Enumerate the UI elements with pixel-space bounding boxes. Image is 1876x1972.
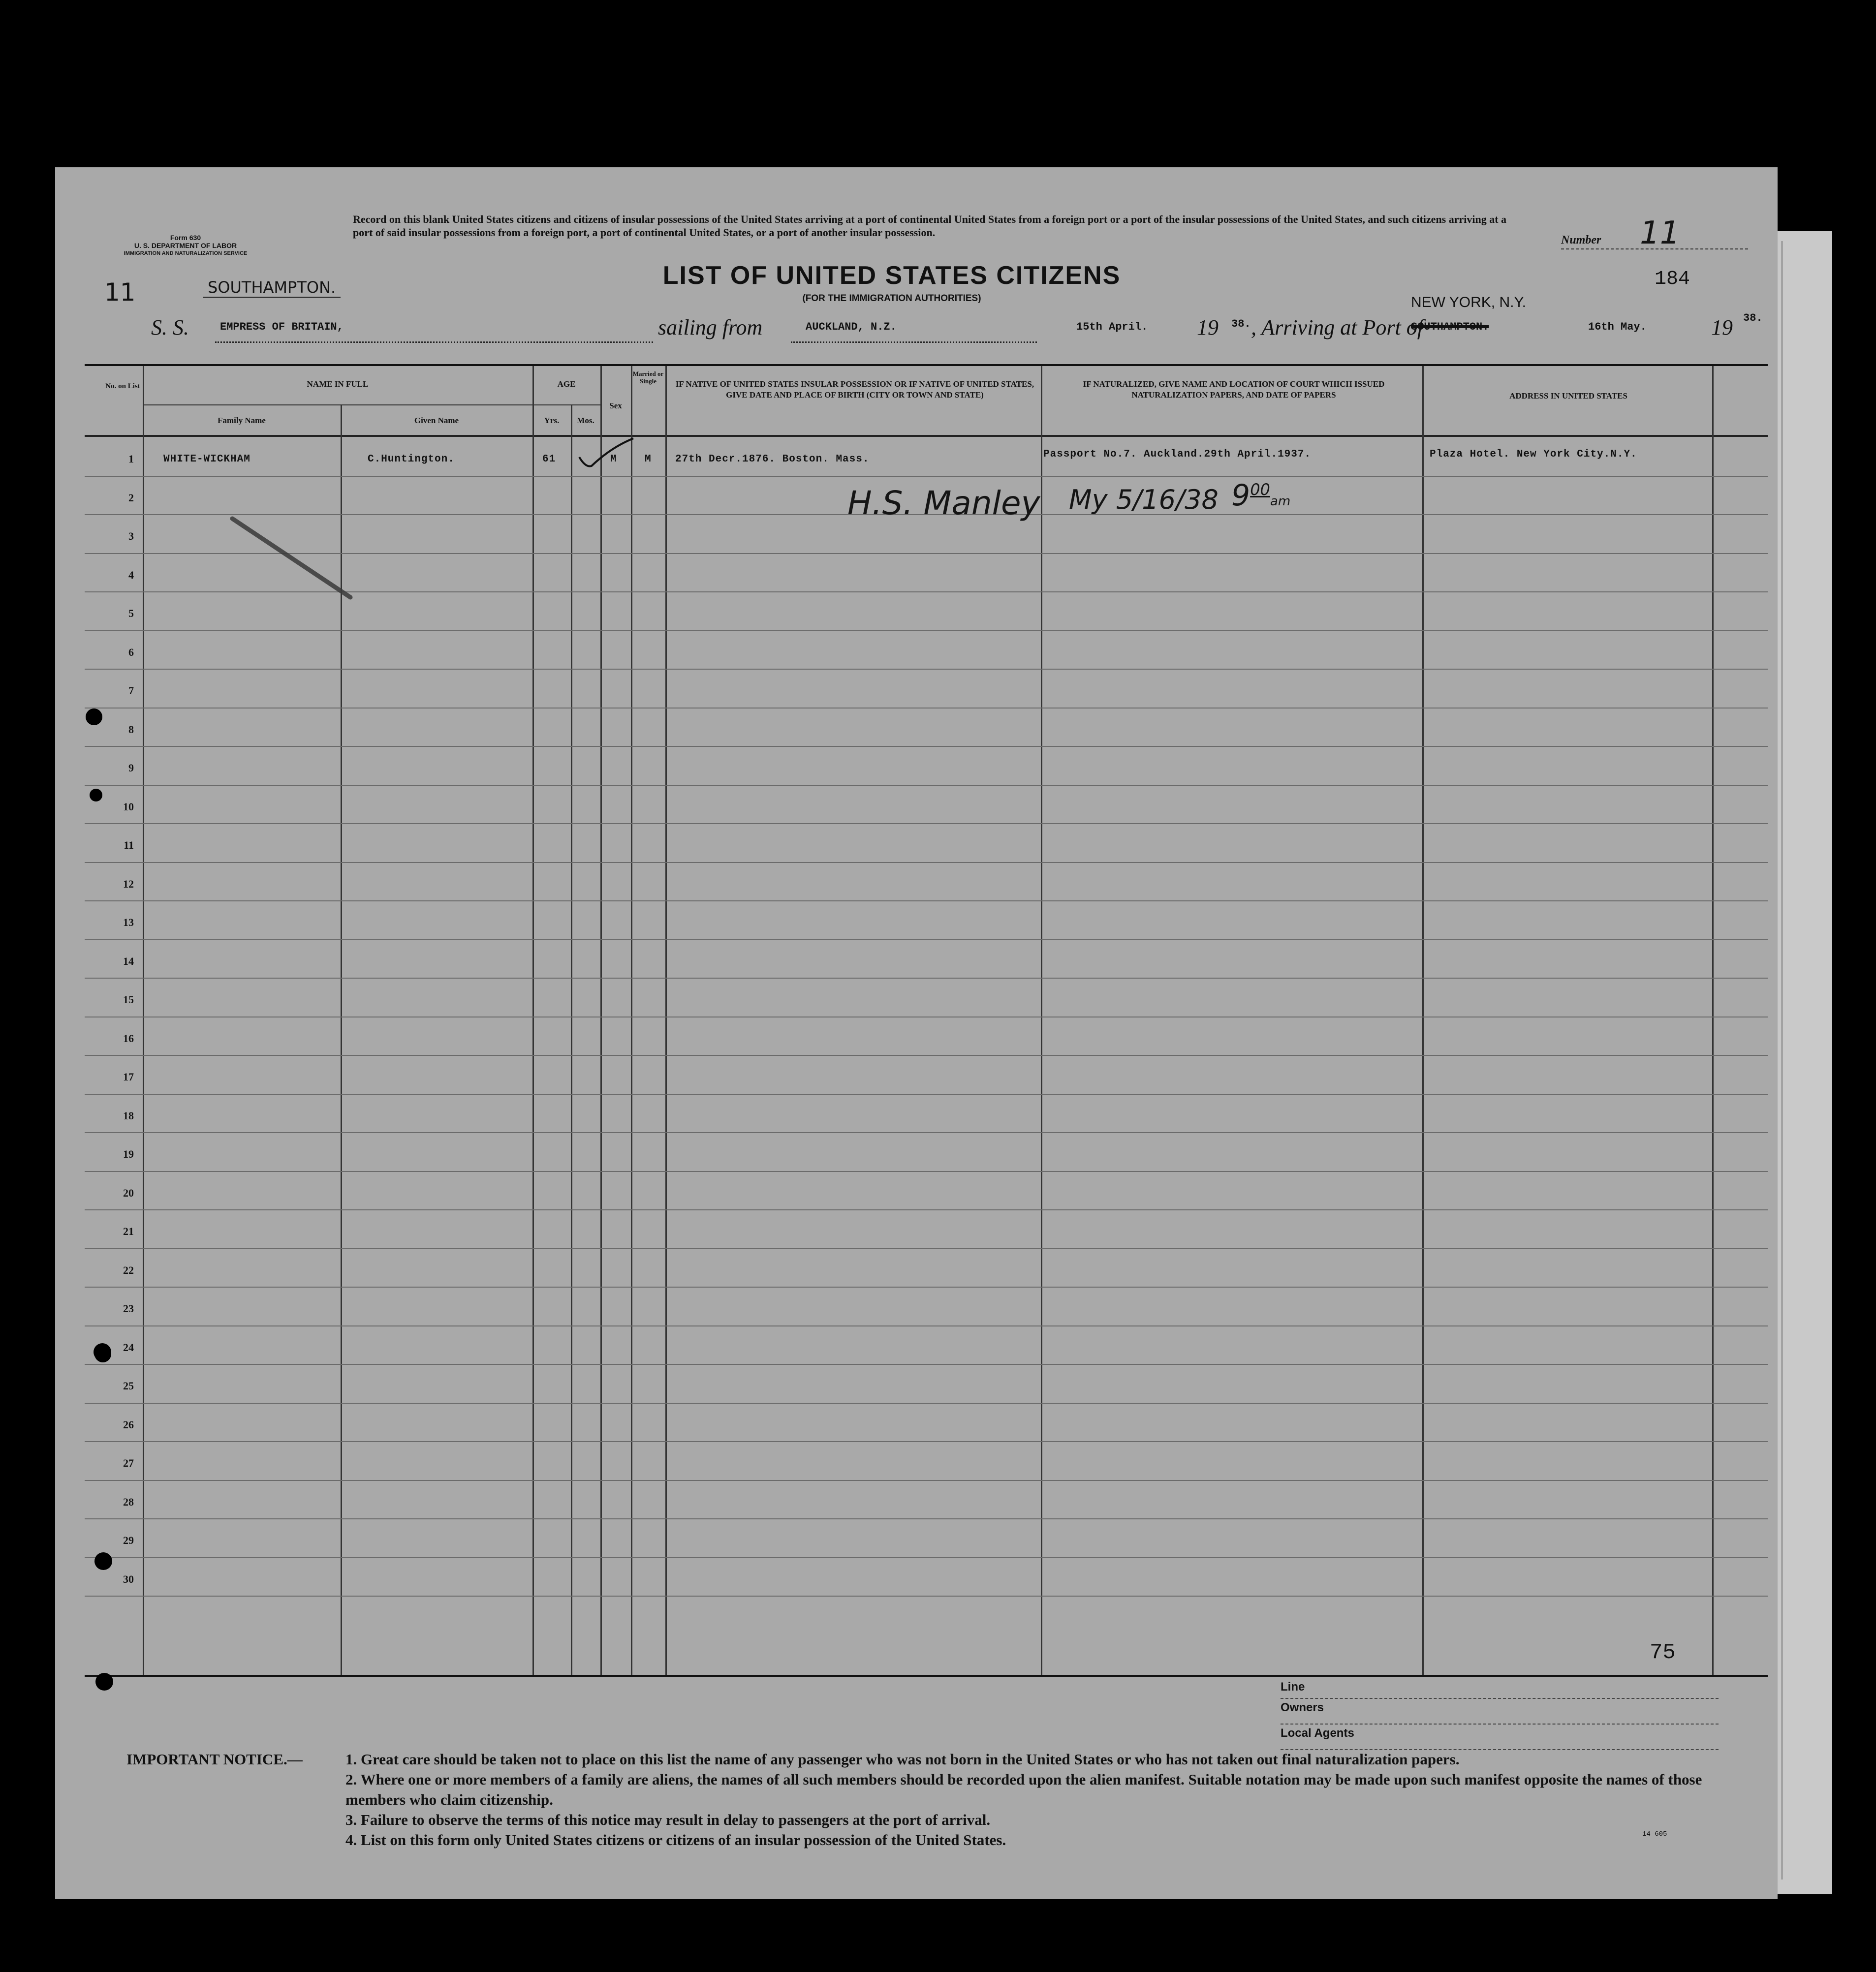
number-label: Number (1561, 234, 1601, 246)
ss-label: S. S. (151, 315, 189, 339)
row-number: 20 (123, 1186, 134, 1199)
row-number: 1 (128, 453, 134, 465)
row-number: 15 (123, 993, 134, 1006)
service-name: IMMIGRATION AND NATURALIZATION SERVICE (124, 250, 248, 256)
line-field (1281, 1680, 1719, 1750)
checkmark-icon (577, 437, 636, 472)
row-line (85, 939, 1768, 940)
row-number: 26 (123, 1418, 134, 1431)
col-line-age (600, 366, 602, 1675)
col-line-given (532, 366, 534, 1675)
header-age: AGE (557, 379, 576, 389)
row-number: 13 (123, 916, 134, 928)
col-line-naturalized (1422, 366, 1424, 1675)
header-married-single: Married or Single (632, 370, 664, 385)
row-line (85, 669, 1768, 670)
row-line (85, 630, 1768, 631)
row1-given-name: C.Huntington. (368, 454, 455, 465)
row-line (85, 1596, 1768, 1597)
sail-date: 15th April. (1076, 321, 1148, 333)
inspector-signature: H.S. Manley (847, 484, 1040, 522)
sail-year: 38. (1231, 318, 1251, 330)
agents-row (1281, 1725, 1719, 1750)
row1-birth: 27th Decr.1876. Boston. Mass. (675, 454, 870, 465)
notice-item-3: 3. Failure to observe the terms of this notice may result in delay to passengers at the port of arrival. (345, 1811, 991, 1828)
header-sex: Sex (609, 401, 622, 410)
row1-address: Plaza Hotel. New York City.N.Y. (1430, 449, 1637, 460)
row-number: 22 (123, 1263, 134, 1276)
row1-family-name: WHITE-WICKHAM (163, 454, 250, 465)
agents-label: Local Agents (1281, 1726, 1354, 1740)
row-line (85, 1441, 1768, 1442)
row-number: 21 (123, 1225, 134, 1237)
number-value: 11 (1640, 215, 1680, 251)
row-line (85, 900, 1768, 901)
ship-name: EMPRESS OF BRITAIN, (220, 321, 344, 333)
header-native: IF NATIVE OF UNITED STATES INSULAR POSSESSION OR IF NATIVE OF UNITED STATES, GIVE DATE AND PLACE OF BIRTH (CITY OR TOWN AND STATE) (675, 379, 1034, 400)
row-number: 8 (128, 723, 134, 736)
header-rule (85, 435, 1768, 437)
record-instructions: Record on this blank United States citizens and citizens of insular possessions of the United States arriving at a port of continental United States from a foreign port or a port of the insular possessions of the United States, and such citizens arriving at a port of said insular possessions from a foreign port, a port of continental United States, or a port of another insular possession. (353, 213, 1507, 239)
row-line (85, 1094, 1768, 1095)
underlying-page-edge-2 (1782, 241, 1827, 1880)
age-header-rule (532, 404, 601, 405)
citizen-table (85, 364, 1768, 1677)
binder-hole (94, 1346, 111, 1362)
row-number: 3 (128, 530, 134, 542)
row-line (85, 1209, 1768, 1210)
row-number: 27 (123, 1457, 134, 1469)
row1-marital: M (645, 454, 652, 465)
row-number: 9 (128, 762, 134, 774)
name-header-rule (143, 404, 534, 405)
col-line-address (1712, 366, 1714, 1675)
arrival-year-prefix: 19 (1711, 315, 1733, 339)
line-row (1281, 1680, 1719, 1699)
manifest-page (55, 167, 1778, 1899)
row-number: 2 (128, 491, 134, 504)
row-line (85, 1132, 1768, 1133)
header-address: ADDRESS IN UNITED STATES (1509, 391, 1627, 401)
row-number: 16 (123, 1032, 134, 1045)
notice-item-4: 4. List on this form only United States citizens or citizens of an insular possession of the United States. (345, 1831, 1006, 1849)
row-line (85, 1325, 1768, 1326)
col-line-sex (631, 366, 632, 1675)
from-port: AUCKLAND, N.Z. (806, 321, 897, 333)
row-line (85, 1248, 1768, 1249)
time-hour: 9 (1231, 478, 1251, 513)
row-line (85, 1055, 1768, 1056)
row-line (85, 1287, 1768, 1288)
row-number: 29 (123, 1534, 134, 1546)
row-number: 23 (123, 1302, 134, 1315)
pencil-mark (227, 514, 355, 602)
row1-age-yrs: 61 (542, 454, 556, 465)
row-line (85, 1557, 1768, 1558)
col-line-no (143, 366, 144, 1675)
binder-hole (95, 1673, 113, 1691)
port-note: SOUTHAMPTON. (203, 278, 341, 298)
row-number: 17 (123, 1071, 134, 1083)
col-line-yrs (571, 405, 572, 1675)
row-number: 18 (123, 1109, 134, 1122)
arrival-year: 38. (1743, 312, 1763, 324)
arrival-port: NEW YORK, N.Y. (1411, 294, 1526, 310)
inspection-time (1231, 478, 1290, 513)
binder-hole (86, 709, 102, 725)
ship-line (215, 340, 653, 343)
col-line-marital (665, 366, 667, 1675)
form-identifier (102, 234, 269, 257)
notice-item-1: 1. Great care should be taken not to place on this list the name of any passenger who was not born in the United States or who has not taken out final naturalization papers. (345, 1751, 1460, 1768)
row-number: 6 (128, 646, 134, 658)
form-number: Form 630 (170, 234, 201, 242)
notice-item-2: 2. Where one or more members of a family are aliens, the names of all such members should be recorded upon the alien manifest. Suitable notation may be made upon such manifest opposite the names of those members who claim citizenship. (345, 1771, 1702, 1808)
owners-row (1281, 1699, 1719, 1725)
row-number: 11 (124, 839, 134, 851)
department-name: U. S. DEPARTMENT OF LABOR (134, 242, 237, 249)
row-line (85, 978, 1768, 979)
row-number: 25 (123, 1380, 134, 1392)
header-given-name: Given Name (414, 416, 459, 425)
row-line (85, 1171, 1768, 1172)
page-title: LIST OF UNITED STATES CITIZENS (662, 261, 1121, 290)
row-line (85, 1518, 1768, 1519)
time-minutes: 00 (1250, 480, 1270, 499)
form-code: 14—605 (1642, 1830, 1667, 1838)
line-label: Line (1281, 1680, 1305, 1694)
row-number: 5 (128, 607, 134, 619)
inspection-stamp: My 5/16/38 (1069, 484, 1219, 515)
corner-mark: 11 (104, 278, 136, 307)
row-line (85, 1364, 1768, 1365)
page-number: 184 (1655, 268, 1690, 290)
col-line-native (1041, 366, 1042, 1675)
header-family-name: Family Name (218, 416, 266, 425)
row-line (85, 785, 1768, 786)
row-line (85, 862, 1768, 863)
time-suffix: am (1270, 494, 1291, 509)
binder-hole (94, 1552, 112, 1570)
row-number: 28 (123, 1495, 134, 1508)
row-line (85, 476, 1768, 477)
header-mos: Mos. (577, 416, 594, 425)
row-number: 12 (123, 877, 134, 890)
page-subtitle: (FOR THE IMMIGRATION AUTHORITIES) (802, 293, 981, 304)
binder-hole (90, 789, 102, 801)
row-line (85, 823, 1768, 824)
row1-naturalized: Passport No.7. Auckland.29th April.1937. (1043, 449, 1312, 460)
bottom-number: 75 (1650, 1640, 1676, 1665)
row-number: 10 (123, 800, 134, 813)
sail-year-prefix: 19 (1197, 315, 1219, 339)
row-number: 4 (128, 568, 134, 581)
row-number: 24 (123, 1341, 134, 1354)
row-number: 30 (123, 1572, 134, 1585)
row-number: 14 (123, 955, 134, 967)
sailing-from-label: sailing from (658, 315, 763, 339)
header-name-in-full: NAME IN FULL (307, 379, 369, 389)
row-number: 19 (123, 1148, 134, 1160)
struck-port: SOUTHAMPTON. (1411, 321, 1489, 333)
row1-sex: M (610, 454, 617, 465)
arriving-label: , Arriving at Port of (1251, 315, 1423, 339)
notice-label: IMPORTANT NOTICE.— (126, 1751, 303, 1768)
arrival-date: 16th May. (1588, 321, 1647, 333)
number-field (1561, 215, 1748, 251)
header-naturalized: IF NATURALIZED, GIVE NAME AND LOCATION OF COURT WHICH ISSUED NATURALIZATION PAPERS, AND DATE OF PAPERS (1083, 379, 1385, 400)
row-line (85, 1480, 1768, 1481)
row-line (85, 708, 1768, 709)
header-no-on-list: No. on List (105, 382, 140, 390)
row-line (85, 746, 1768, 747)
row-line (85, 1403, 1768, 1404)
owners-label: Owners (1281, 1701, 1324, 1714)
row-number: 7 (128, 684, 134, 697)
header-yrs: Yrs. (544, 416, 560, 425)
from-line (791, 340, 1037, 343)
